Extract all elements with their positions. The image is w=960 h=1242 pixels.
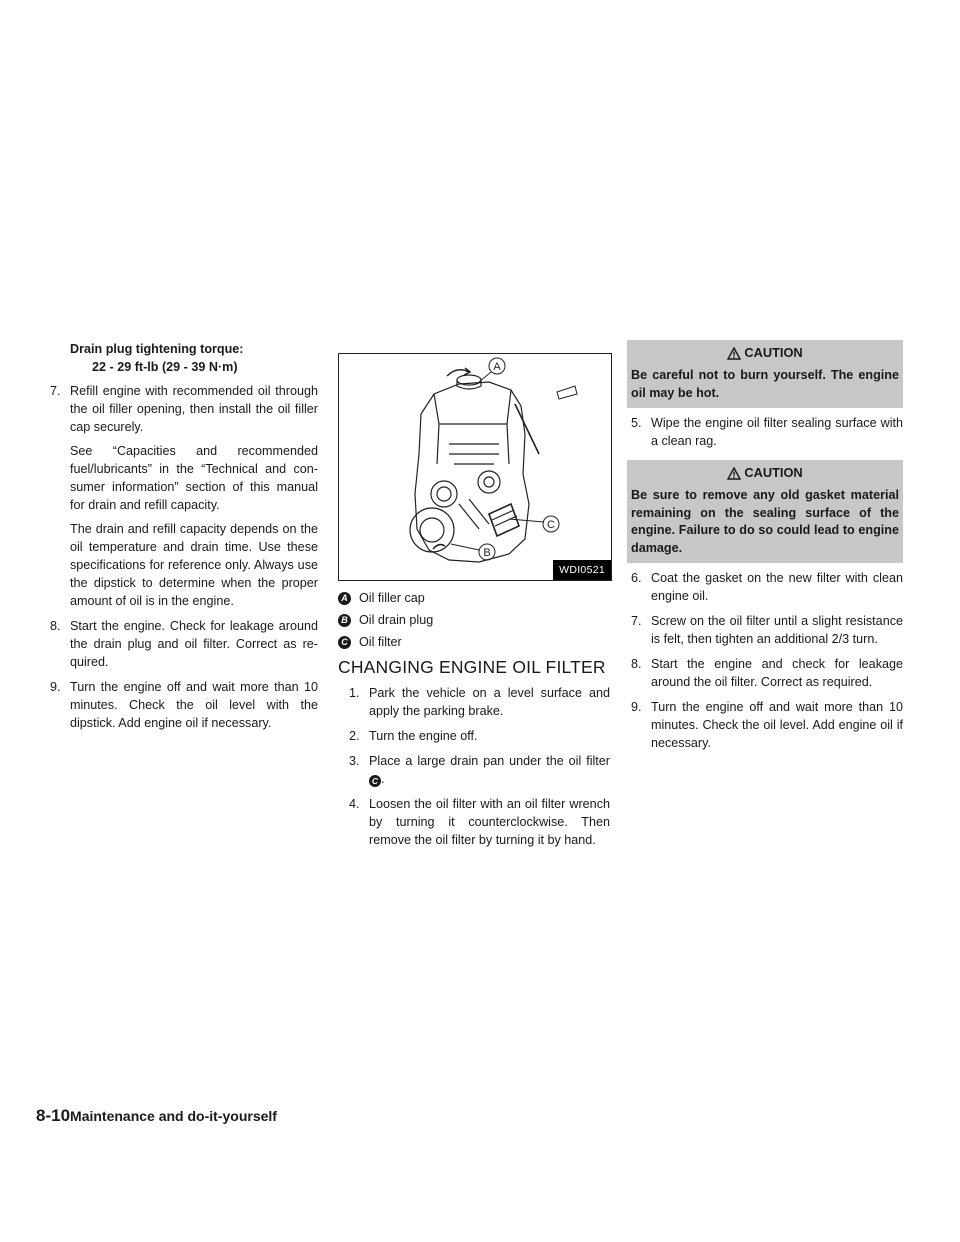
step-number: 4. (349, 797, 360, 811)
warning-icon (727, 347, 741, 360)
step-text: Coat the gasket on the new filter with clean engine oil. (651, 571, 903, 603)
torque-label: Drain plug tightening torque: (70, 342, 244, 356)
caution-title (631, 344, 899, 362)
footer-section-title: Maintenance and do-it-yourself (70, 1108, 277, 1124)
step-text-main: Place a large drain pan under the oil filter (369, 754, 610, 768)
step-number: 8. (50, 619, 61, 633)
step-number: 5. (631, 416, 642, 430)
callout-c: C (547, 519, 555, 531)
step-note-capacities: See “Capacities and recommended fuel/lubricants” in the “Technical and con-sumer information” section of this manual for drain and refill capacity. (70, 444, 318, 512)
step-7-refill (50, 382, 318, 610)
caution-body: Be careful not to burn yourself. The engine oil may be hot. (631, 368, 899, 400)
caution-box-gasket (627, 460, 903, 563)
step-number: 1. (349, 686, 360, 700)
caution-body: Be sure to remove any old gasket material remaining on the sealing surface of the engine. Failure to do so could lead to engine damage. (631, 488, 899, 555)
step-number: 9. (50, 680, 61, 694)
step-3-drain-pan (349, 752, 610, 788)
oil-filter-steps-final (627, 569, 903, 752)
step-7-screw-filter (631, 612, 903, 648)
step-9-check-level (50, 678, 318, 732)
engine-drawing (339, 354, 611, 580)
column-middle (338, 340, 610, 856)
step-6-coat-gasket (631, 569, 903, 605)
step-text: Screw on the oil filter until a slight resistance is felt, then tighten an additional 2/3 turn. (651, 614, 903, 646)
caution-box-hot-oil (627, 340, 903, 408)
step-number: 8. (631, 657, 642, 671)
step-8-check-leakage (631, 655, 903, 691)
step-note-drain-capacity: The drain and refill capacity depends on the oil temperature and drain time. Use these specifications for reference only. Always use the dipstick to determine when the proper amount of oil is in the engine. (70, 522, 318, 608)
step-text: Park the vehicle on a level surface and apply the parking brake. (369, 686, 610, 718)
page-footer (36, 1106, 277, 1126)
callout-badge: A (338, 592, 351, 605)
step-1-park (349, 684, 610, 720)
figure-id: WDI0521 (553, 560, 611, 580)
step-text: Turn the engine off and wait more than 10 minutes. Check the oil level with the dipstick. Add engine oil if necessary. (70, 680, 318, 730)
callout-badge: B (338, 614, 351, 627)
callout-a: A (493, 361, 501, 373)
step-number: 7. (631, 614, 642, 628)
callout-b: B (483, 547, 491, 559)
step-number: 7. (50, 384, 61, 398)
step-text-end: . (381, 772, 385, 786)
step-5-wipe-surface (631, 414, 903, 450)
callout-badge: C (338, 636, 351, 649)
column-left (50, 340, 318, 739)
page-number: 8-10 (36, 1106, 71, 1125)
legend-item-oil-drain-plug (338, 609, 610, 631)
step-4-loosen-filter (349, 795, 610, 849)
step-9-check-level (631, 698, 903, 752)
engine-illustration (338, 353, 612, 581)
step-text: Loosen the oil filter with an oil filter wrench by turning it counterclockwise. Then remove the oil filter by turning it by hand. (369, 797, 610, 847)
torque-spec (70, 340, 318, 376)
column-right (627, 340, 903, 762)
section-heading: CHANGING ENGINE OIL FILTER (338, 657, 606, 677)
caution-title-text: CAUTION (744, 345, 803, 360)
warning-icon (727, 467, 741, 480)
oil-filter-steps (338, 684, 610, 849)
oil-filter-steps-continued (627, 414, 903, 450)
step-number: 6. (631, 571, 642, 585)
step-8-check-leakage (50, 617, 318, 671)
legend-label: Oil filler cap (359, 591, 425, 605)
figure-legend (338, 587, 610, 653)
step-text: Turn the engine off. (369, 729, 478, 743)
step-number: 3. (349, 754, 360, 768)
caution-title (631, 464, 899, 482)
step-text: Wipe the engine oil filter sealing surface with a clean rag. (651, 416, 903, 448)
step-number: 2. (349, 729, 360, 743)
step-text: Start the engine. Check for leakage around the drain plug and oil filter. Correct as re-quired. (70, 619, 318, 669)
caution-title-text: CAUTION (744, 465, 803, 480)
torque-value: 22 - 29 ft-lb (29 - 39 N·m) (92, 360, 238, 374)
legend-item-oil-filler-cap (338, 587, 610, 609)
step-2-engine-off (349, 727, 610, 745)
step-text: Refill engine with recommended oil through the oil filler opening, then install the oil filler cap securely. (70, 384, 318, 434)
step-number: 9. (631, 700, 642, 714)
legend-label: Oil filter (359, 635, 402, 649)
step-text: Turn the engine off and wait more than 10 minutes. Check the oil level. Add engine oil if necessary. (651, 700, 903, 750)
step-text (369, 752, 610, 788)
step-text: Start the engine and check for leakage around the oil filter. Correct as required. (651, 657, 903, 689)
legend-item-oil-filter (338, 631, 610, 653)
legend-label: Oil drain plug (359, 613, 434, 627)
callout-badge: C (369, 775, 381, 787)
